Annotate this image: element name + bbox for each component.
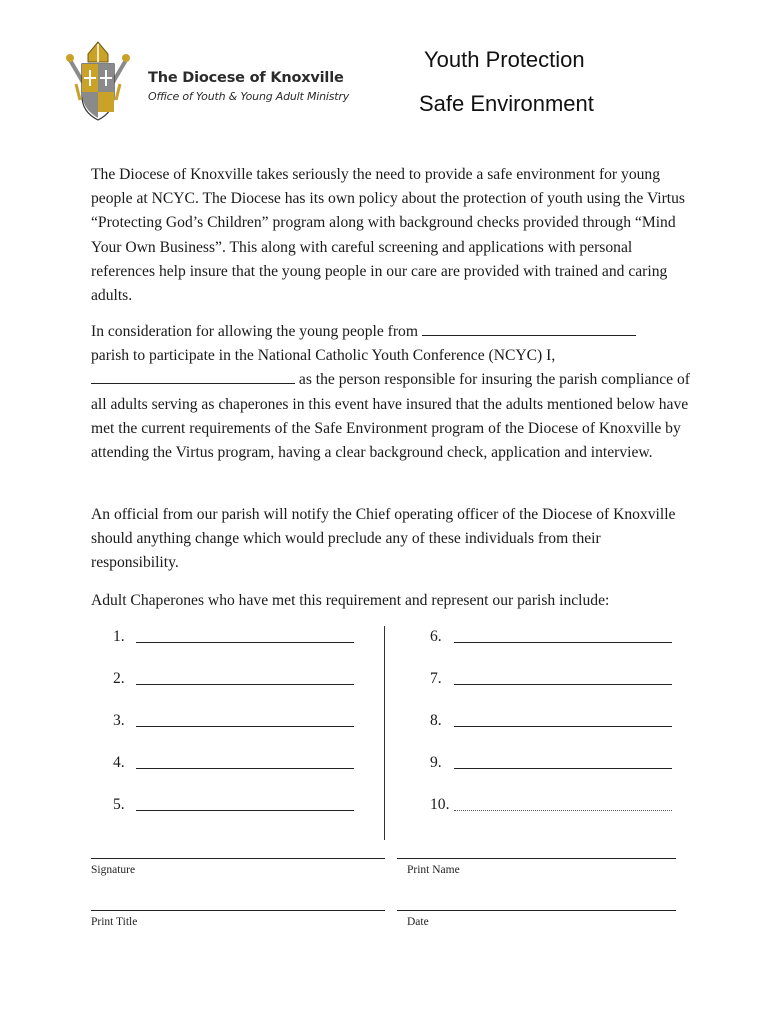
chaperone-field-7[interactable]	[454, 684, 672, 685]
chaperone-field-3[interactable]	[136, 726, 354, 727]
chaperone-field-2[interactable]	[136, 684, 354, 685]
chaperone-number: 10.	[430, 796, 450, 813]
consideration-text-part2: parish to participate in the National Catholic Youth Conference (NCYC) I,	[91, 347, 556, 365]
print-name-label: Print Name	[407, 864, 460, 876]
chaperone-field-4[interactable]	[136, 768, 354, 769]
consideration-text-part3: as the person responsible for insuring the parish compliance of all adults serving as chaperones in this event have insured that the adults mentioned below have met the current requirements of the Safe Environment program of the Diocese of Knoxville by attending the Virtus program, having a clear background check, application and interview.	[91, 371, 690, 462]
print-title-field[interactable]	[91, 910, 385, 911]
chaperone-number: 2.	[113, 670, 125, 687]
chaperone-number: 8.	[430, 712, 442, 729]
chaperone-field-1[interactable]	[136, 642, 354, 643]
signature-label: Signature	[91, 864, 136, 876]
parish-name-field[interactable]	[422, 321, 636, 336]
consideration-paragraph	[91, 320, 691, 465]
column-divider	[384, 626, 385, 840]
notification-paragraph: An official from our parish will notify the Chief operating officer of the Diocese of Knoxville should anything change which would preclude any of these individuals from their responsibility.	[91, 506, 676, 572]
chaperone-field-8[interactable]	[454, 726, 672, 727]
signature-field[interactable]	[91, 858, 385, 859]
chaperone-number: 6.	[430, 628, 442, 645]
chaperone-number: 1.	[113, 628, 125, 645]
date-field[interactable]	[397, 910, 676, 911]
intro-paragraph: The Diocese of Knoxville takes seriously the need to provide a safe environment for young people at NCYC. The Diocese has its own policy about the protection of youth using the Virtus “Protecting God’s Children” program along with background checks provided through “Mind Your Own Business”. This along with careful screening and applications with personal references help insure that the young people in our care are provided with trained and caring adults.	[91, 166, 685, 305]
form-title-line1: Youth Protection	[424, 47, 585, 72]
date-label: Date	[407, 916, 429, 928]
consideration-text-part1: In consideration for allowing the young people from	[91, 323, 418, 340]
chaperones-intro: Adult Chaperones who have met this requirement and represent our parish include:	[91, 592, 610, 609]
print-title-label: Print Title	[91, 916, 138, 928]
organization-name: The Diocese of Knoxville	[148, 70, 344, 86]
chaperone-field-5[interactable]	[136, 810, 354, 811]
chaperone-field-9[interactable]	[454, 768, 672, 769]
chaperone-number: 9.	[430, 754, 442, 771]
chaperone-field-10[interactable]	[454, 810, 672, 811]
organization-subtitle: Office of Youth & Young Adult Ministry	[148, 90, 349, 103]
chaperone-number: 7.	[430, 670, 442, 687]
chaperone-number: 4.	[113, 754, 125, 771]
chaperone-field-6[interactable]	[454, 642, 672, 643]
chaperone-number: 5.	[113, 796, 125, 813]
print-name-field[interactable]	[397, 858, 676, 859]
responsible-person-name-field[interactable]	[91, 369, 295, 384]
chaperone-number: 3.	[113, 712, 125, 729]
diocese-crest-logo	[62, 40, 134, 124]
form-title-line2: Safe Environment	[419, 91, 594, 116]
